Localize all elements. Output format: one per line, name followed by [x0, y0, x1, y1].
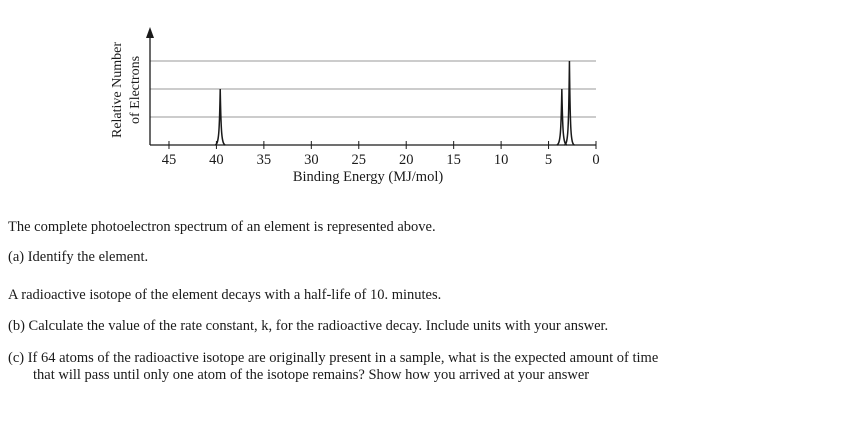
x-tick-label: 45: [161, 152, 177, 168]
spectrum-peak: [564, 61, 574, 145]
x-axis-label: Binding Energy (MJ/mol): [292, 169, 444, 185]
x-tick-label: 40: [209, 152, 224, 168]
x-tick-label: 30: [304, 152, 319, 168]
question-stem: A radioactive isotope of the element decays with a half-life of 10. minutes.: [8, 287, 442, 303]
question-intro: The complete photoelectron spectrum of an element is represented above.: [8, 219, 436, 235]
question-part-a: (a) Identify the element.: [8, 249, 149, 265]
x-tick-label: 0: [592, 152, 600, 168]
x-tick-label: 25: [351, 152, 367, 168]
question-part-c-line2: that will pass until only one atom of the isotope remains? Show how you arrived at your answer: [33, 367, 590, 383]
x-tick-label: 5: [544, 152, 553, 168]
x-axis-tick-labels: [162, 152, 600, 168]
photoelectron-spectrum-chart: [0, 0, 843, 200]
y-axis-label-line2: of Electrons: [128, 55, 143, 125]
chart-gridlines: [150, 61, 596, 117]
spectrum-peaks: [215, 61, 574, 145]
x-tick-label: 15: [446, 152, 461, 168]
y-axis-arrowhead: [146, 27, 154, 38]
x-tick-label: 20: [398, 152, 414, 168]
x-tick-label: 35: [256, 152, 272, 168]
x-tick-label: 10: [493, 152, 509, 168]
question-part-c-line1: (c) If 64 atoms of the radioactive isotope are originally present in a sample, what is the expected amount of time: [8, 350, 659, 366]
question-part-b: (b) Calculate the value of the rate constant, k, for the radioactive decay. Include units with your answer.: [8, 318, 609, 334]
y-axis-label-line1: Relative Number: [110, 41, 125, 139]
